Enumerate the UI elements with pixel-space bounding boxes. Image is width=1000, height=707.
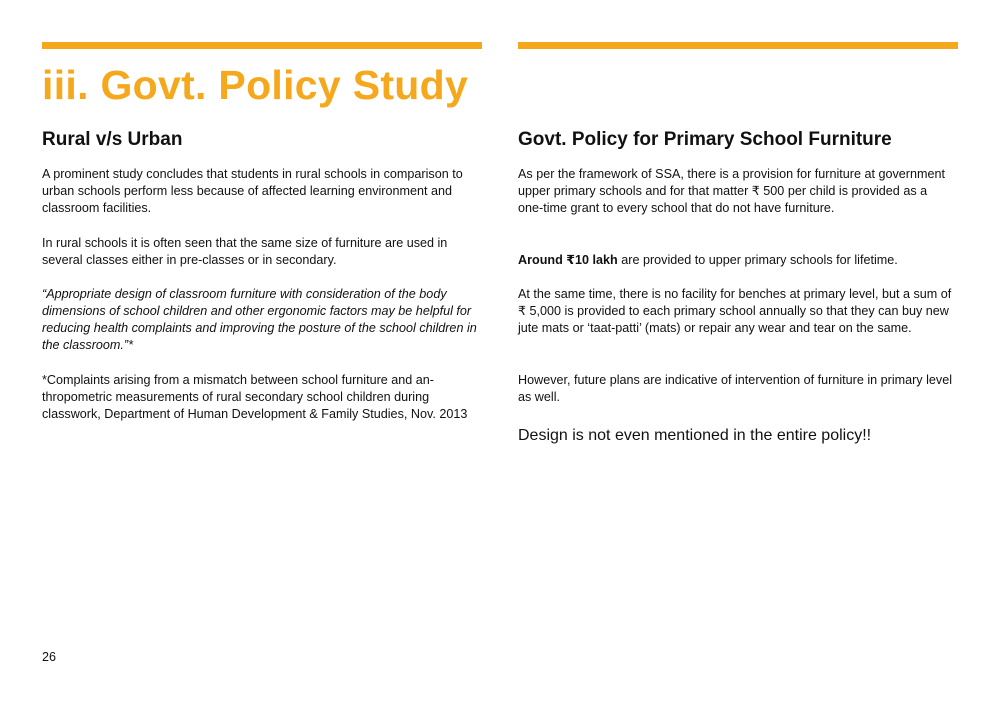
paragraph-ssa-framework: As per the framework of SSA, there is a provision for furniture at government upper primary schools and for that matter ₹ 500 per child is provided as a one-time grant to every school that do not have furniture. <box>518 167 945 215</box>
section-heading-govt-policy: Govt. Policy for Primary School Furniture <box>518 129 892 150</box>
paragraph-future-plans: However, future plans are indicative of intervention of furniture in primary level as well. <box>518 373 952 404</box>
section-heading-rural-urban: Rural v/s Urban <box>42 129 183 150</box>
paragraph-primary-level: At the same time, there is no facility for benches at primary level, but a sum of ₹ 5,000 is provided to each primary school annually so that they can buy new jute mats or ‘taat-patti’ (mats) or repair any wear and tear on the same. <box>518 287 952 335</box>
paragraph-lakh-grant <box>518 252 953 269</box>
quote-ergonomic-design: “Appropriate design of classroom furniture with consideration of the body dimensions of school children and other ergonomic factors may be helpful for reducing health complaints and improving the posture of the school children in the classroom.”* <box>42 287 477 352</box>
conclusion-statement: Design is not even mentioned in the entire policy!! <box>518 427 872 444</box>
lakh-grant-text: are provided to upper primary schools for lifetime. <box>617 253 898 267</box>
page-title: iii. Govt. Policy Study <box>42 62 469 108</box>
paragraph-study-summary: A prominent study concludes that students in rural schools in comparison to urban schools perform less because of affected learning environment and classroom facilities. <box>42 167 463 215</box>
accent-rule-right <box>518 42 958 49</box>
footnote-source: *Complaints arising from a mismatch between school furniture and an-thropometric measurements of rural secondary school children during classwork, Department of Human Development & Family Studies, Nov. 2013 <box>42 373 468 421</box>
paragraph-rural-furniture: In rural schools it is often seen that the same size of furniture are used in several classes either in pre-classes or in secondary. <box>42 236 448 267</box>
accent-rule-left <box>42 42 482 49</box>
page-number: 26 <box>42 650 57 664</box>
lakh-grant-highlight: Around ₹10 lakh <box>518 253 618 267</box>
